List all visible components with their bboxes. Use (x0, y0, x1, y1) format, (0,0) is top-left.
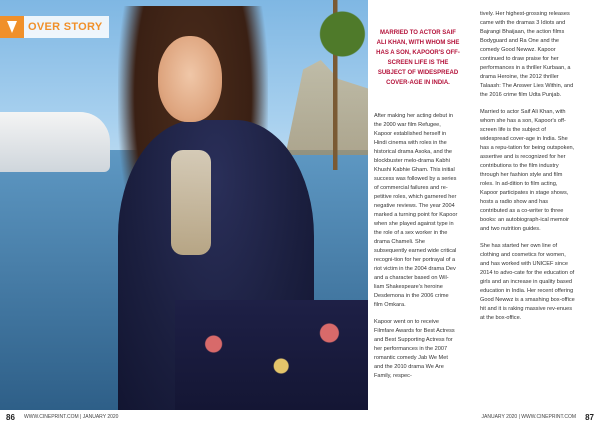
skirt-print-shape (175, 300, 368, 410)
paragraph: Kapoor went on to receive Filmfare Awards for Best Actress and Best Supporting Actress for her performances in the 2007 romantic comedy Jab We Met and the 2010 drama We Are Family, respec- (374, 319, 455, 379)
chevron-icon (0, 16, 24, 38)
face-shape (158, 36, 222, 122)
article-column-1 (374, 112, 458, 389)
tree-shape (304, 0, 368, 170)
section-tag-label: OVER STORY (24, 16, 109, 38)
necklace-shape (171, 150, 211, 255)
page-footer (0, 410, 600, 424)
section-tag (0, 16, 109, 38)
yacht-shape (0, 112, 110, 172)
page-number-right: 87 (585, 413, 594, 422)
article-column-2 (480, 10, 576, 331)
page-number-left: 86 (6, 413, 15, 422)
paragraph: After making her acting debut in the 2000 war film Refugee, Kapoor established herself in Hindi cinema with roles in the historical drama Asoka, and the blockbuster melo-drama Kabhi Khushi Kabhie Gham. This initial success was followed by a series of commercial failures and re-petitive roles, which garnered her negative reviews. The year 2004 marked a turning point for Kapoor when she played against type in the role of a sex worker in the drama Chameli. She subsequently earned wide critical recogni-tion for her portrayal of a riot victim in the 2004 drama Dev and a character based on Wil-liam Shakespeare's heroine Desdemona in the 2006 crime film Omkara. (374, 113, 458, 308)
paragraph: tively. Her highest-grossing releases came with the dramas 3 Idiots and Bajrangi Bhaijaan, the action films Bodyguard and Ra One and the comedy Good Newwz. Kapoor continued to draw praise for her performances in a thriller Kurbaan, a drama Heroine, the 2012 thriller Talaash: The Answer Lies Within, and the 2016 crime film Udta Punjab. (480, 11, 574, 98)
footer-credit-right: JANUARY 2020 | WWW.CINEPRINT.COM (481, 414, 576, 420)
paragraph: Married to actor Saif Ali Khan, with whom she has a son, Kapoor's off-screen life is the subject of widespread cover-age in India. She has a repu-tation for being outspoken, assertive and is recognized for her contributions to the film industry through her fashion style and film roles. In ad-dition to film acting, Kapoor participates in stage shows, hosts a radio show and has contributed as a co-writer to three books: an autobiograph-ical memoir and two nutrition guides. (480, 109, 575, 232)
footer-credit-left: WWW.CINEPRINT.COM | JANUARY 2020 (24, 414, 119, 420)
paragraph: She has started her own line of clothing and cosmetics for women, and has worked with UNICEF since 2014 to advo-cate for the education of girls and an increase in quality based education in India. Her recent offering Good Newwz is a smashing box-office hit and it is raking massive rev-enues at the box-office. (480, 243, 575, 321)
pull-quote: MARRIED TO ACTOR SAIF ALI KHAN, WITH WHOM SHE HAS A SON, KAPOOR'S OFF-SCREEN LIFE IS THE SUBJECT OF WIDESPREAD COVER-AGE IN INDIA. (376, 30, 460, 86)
